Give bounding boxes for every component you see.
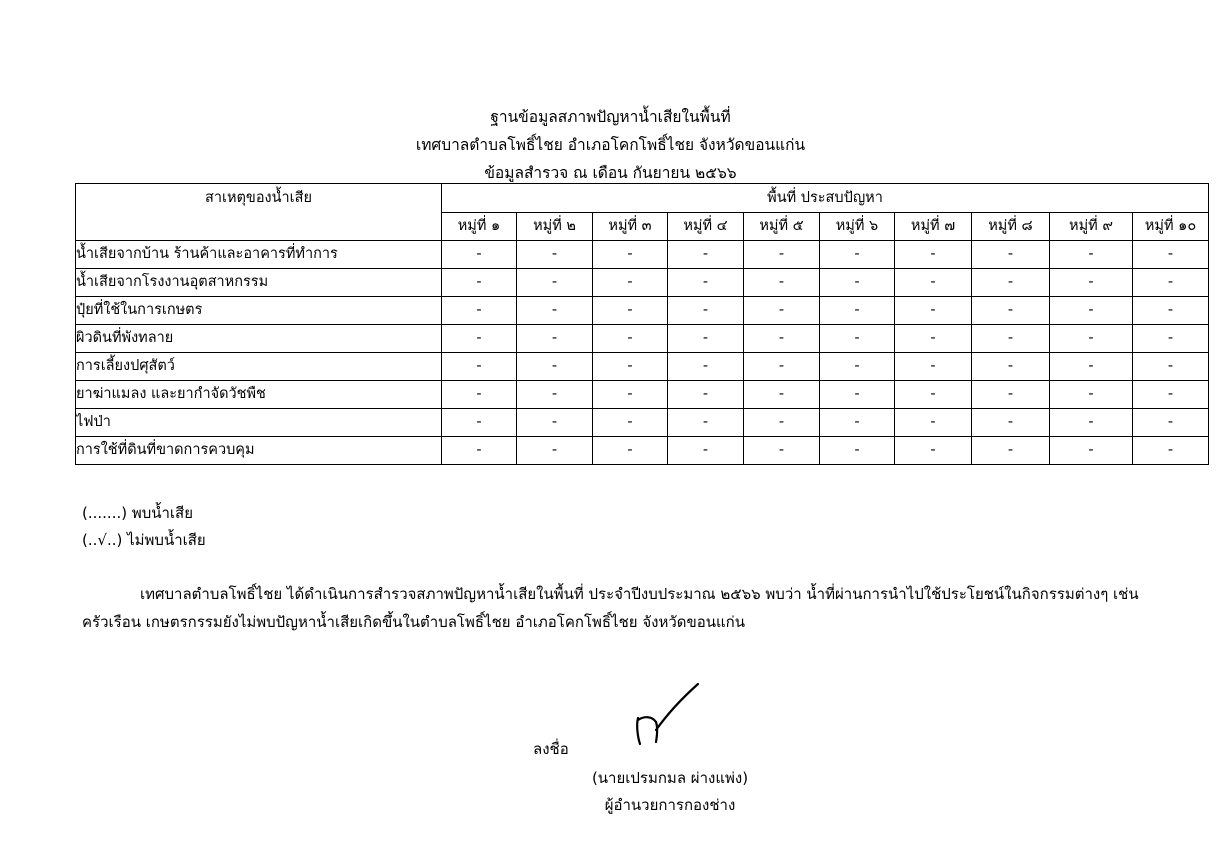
village-header: หมู่ที่ ๑	[442, 213, 517, 241]
value-cell: -	[895, 297, 972, 325]
value-cell: -	[593, 297, 668, 325]
value-cell: -	[895, 325, 972, 353]
village-header: หมู่ที่ ๖	[820, 213, 895, 241]
value-cell: -	[442, 325, 517, 353]
village-header: หมู่ที่ ๑๐	[1133, 213, 1209, 241]
cause-cell: ปุ๋ยที่ใช้ในการเกษตร	[76, 297, 442, 325]
wastewater-table	[75, 183, 1209, 465]
value-cell: -	[1133, 381, 1209, 409]
value-cell: -	[744, 409, 820, 437]
cause-cell: ยาฆ่าแมลง และยากำจัดวัชพืช	[76, 381, 442, 409]
value-cell: -	[442, 241, 517, 269]
value-cell: -	[820, 353, 895, 381]
title-line-1: ฐานข้อมูลสภาพปัญหาน้ำเสียในพื้นที่	[490, 108, 731, 126]
value-cell: -	[442, 437, 517, 465]
cause-column-header: สาเหตุของน้ำเสีย	[76, 184, 442, 241]
value-cell: -	[668, 437, 744, 465]
value-cell: -	[668, 325, 744, 353]
value-cell: -	[1133, 437, 1209, 465]
value-cell: -	[895, 381, 972, 409]
cause-cell: ผิวดินที่พังทลาย	[76, 325, 442, 353]
value-cell: -	[593, 409, 668, 437]
cause-cell: น้ำเสียจากบ้าน ร้านค้าและอาคารที่ทำการ	[76, 241, 442, 269]
cause-cell: ไฟป่า	[76, 409, 442, 437]
value-cell: -	[1133, 325, 1209, 353]
value-cell: -	[972, 437, 1050, 465]
value-cell: -	[972, 269, 1050, 297]
value-cell: -	[820, 325, 895, 353]
value-cell: -	[820, 409, 895, 437]
value-cell: -	[744, 269, 820, 297]
value-cell: -	[1133, 297, 1209, 325]
legend-not-found: (..√..) ไม่พบน้ำเสีย	[82, 531, 206, 549]
value-cell: -	[593, 381, 668, 409]
value-cell: -	[1133, 409, 1209, 437]
value-cell: -	[668, 241, 744, 269]
value-cell: -	[1133, 353, 1209, 381]
table-row	[76, 381, 1209, 409]
value-cell: -	[517, 437, 593, 465]
value-cell: -	[972, 241, 1050, 269]
document-title	[0, 103, 1221, 187]
value-cell: -	[895, 409, 972, 437]
title-line-3: ข้อมูลสำรวจ ณ เดือน กันยายน ๒๕๖๖	[484, 164, 737, 182]
value-cell: -	[593, 325, 668, 353]
summary-line-1: เทศบาลตำบลโพธิ์ไชย ได้ดำเนินการสำรวจสภาพปัญหาน้ำเสียในพื้นที่ ประจำปีงบประมาณ ๒๕๖๖ พบว่า น้ำที่ผ่านการนำไปใช้ประโยชน์ในกิจกรรมต่างๆ เช่น	[140, 585, 1139, 603]
value-cell: -	[820, 269, 895, 297]
value-cell: -	[744, 437, 820, 465]
value-cell: -	[1050, 437, 1133, 465]
value-cell: -	[517, 381, 593, 409]
value-cell: -	[593, 269, 668, 297]
legend-found: (.......) พบน้ำเสีย	[82, 504, 194, 522]
value-cell: -	[668, 381, 744, 409]
village-header: หมู่ที่ ๓	[593, 213, 668, 241]
value-cell: -	[593, 241, 668, 269]
cause-cell: การเลี้ยงปศุสัตว์	[76, 353, 442, 381]
summary-paragraph	[82, 580, 1162, 636]
table-row	[76, 437, 1209, 465]
village-header: หมู่ที่ ๘	[972, 213, 1050, 241]
value-cell: -	[1050, 241, 1133, 269]
table-row	[76, 297, 1209, 325]
value-cell: -	[668, 409, 744, 437]
village-header: หมู่ที่ ๔	[668, 213, 744, 241]
value-cell: -	[744, 381, 820, 409]
value-cell: -	[1050, 297, 1133, 325]
value-cell: -	[1050, 381, 1133, 409]
table-row	[76, 325, 1209, 353]
village-header: หมู่ที่ ๙	[1050, 213, 1133, 241]
value-cell: -	[1050, 325, 1133, 353]
handwritten-signature	[630, 680, 710, 750]
value-cell: -	[442, 353, 517, 381]
table-row	[76, 409, 1209, 437]
value-cell: -	[1133, 241, 1209, 269]
value-cell: -	[1133, 269, 1209, 297]
table-row	[76, 269, 1209, 297]
value-cell: -	[744, 297, 820, 325]
village-header: หมู่ที่ ๒	[517, 213, 593, 241]
value-cell: -	[972, 353, 1050, 381]
value-cell: -	[972, 297, 1050, 325]
value-cell: -	[668, 297, 744, 325]
value-cell: -	[517, 409, 593, 437]
value-cell: -	[1050, 353, 1133, 381]
signer-block	[575, 765, 765, 819]
value-cell: -	[668, 353, 744, 381]
value-cell: -	[744, 325, 820, 353]
value-cell: -	[1050, 409, 1133, 437]
value-cell: -	[744, 241, 820, 269]
legend	[82, 500, 206, 554]
value-cell: -	[668, 269, 744, 297]
summary-line-2: ครัวเรือน เกษตรกรรมยังไม่พบปัญหาน้ำเสียเกิดขึ้นในตำบลโพธิ์ไชย อำเภอโคกโพธิ์ไชย จังหวัดขอนแก่น	[82, 613, 746, 631]
value-cell: -	[517, 241, 593, 269]
value-cell: -	[1050, 269, 1133, 297]
value-cell: -	[517, 353, 593, 381]
cause-cell: การใช้ที่ดินที่ขาดการควบคุม	[76, 437, 442, 465]
value-cell: -	[593, 437, 668, 465]
value-cell: -	[593, 353, 668, 381]
value-cell: -	[895, 241, 972, 269]
signer-position: ผู้อำนวยการกองช่าง	[604, 796, 736, 814]
table-row	[76, 241, 1209, 269]
value-cell: -	[820, 297, 895, 325]
signature-label: ลงชื่อ	[533, 740, 569, 758]
value-cell: -	[895, 437, 972, 465]
value-cell: -	[442, 297, 517, 325]
village-header: หมู่ที่ ๕	[744, 213, 820, 241]
value-cell: -	[442, 409, 517, 437]
table-row	[76, 353, 1209, 381]
value-cell: -	[820, 241, 895, 269]
value-cell: -	[517, 269, 593, 297]
village-header: หมู่ที่ ๗	[895, 213, 972, 241]
area-column-header: พื้นที่ ประสบปัญหา	[442, 184, 1209, 213]
value-cell: -	[517, 325, 593, 353]
value-cell: -	[744, 353, 820, 381]
signer-name: (นายเปรมกมล ผ่างแพ่ง)	[591, 769, 749, 787]
value-cell: -	[972, 409, 1050, 437]
value-cell: -	[972, 381, 1050, 409]
value-cell: -	[442, 381, 517, 409]
title-line-2: เทศบาลตำบลโพธิ์ไชย อำเภอโคกโพธิ์ไชย จังหวัดขอนแก่น	[415, 136, 806, 154]
cause-cell: น้ำเสียจากโรงงานอุตสาหกรรม	[76, 269, 442, 297]
value-cell: -	[442, 269, 517, 297]
value-cell: -	[820, 437, 895, 465]
value-cell: -	[895, 269, 972, 297]
value-cell: -	[972, 325, 1050, 353]
value-cell: -	[820, 381, 895, 409]
value-cell: -	[895, 353, 972, 381]
value-cell: -	[517, 297, 593, 325]
